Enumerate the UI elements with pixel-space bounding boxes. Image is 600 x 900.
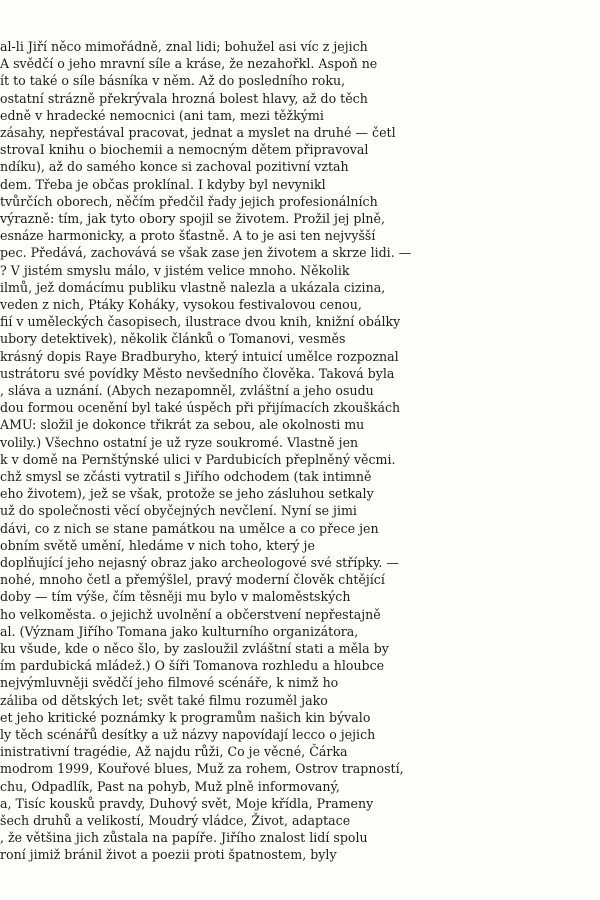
text-line: roní jimiž bránil život a poezii proti špatnostem, byly [0, 847, 337, 863]
text-line: , že většina jich zůstala na papíře. Jiřího znalost lidí spolu [0, 830, 368, 846]
text-line: záliba od dětských let; svět také filmu rozuměl jako [0, 692, 328, 708]
text-line: veden z nich, Ptáky Kohákу, vysokou festivalovou cenou, [0, 297, 362, 312]
text-line: dem. Třeba je občas proklínal. I kdyby byl nevynikl [0, 176, 326, 192]
text-line: zásahy, nepřestával pracovat, jednat a myslet na druhé — četl [0, 125, 396, 140]
text-line: al. (Význam Jiřího Tomana jako kulturního organizátora, [0, 623, 359, 639]
text-line: ubory detektivek), několik článků o Tomanovi, vesměs [0, 331, 346, 347]
text-line: nohé, mnoho četl a přemýšlel, pravý moderní člověk chtějící [0, 572, 385, 588]
text-line: a, Tisíc kousků pravdy, Duhový svět, Moje křídla, Prameny [0, 795, 374, 811]
text-line: tvůrčích oborech, něčím předčil řady jejich profesionálních [0, 193, 378, 209]
text-line: esnáze harmonicky, a proto šťastně. A to je asi ten nejvyšší [0, 228, 376, 244]
text-line: krásný dopis Raye Bradburyho, který intuicí umělce rozpoznal [0, 348, 399, 364]
text-line: al-li Jiří něco mimořádně, znal lidi; bohužel asi víc z jejich [0, 39, 368, 54]
text-line: strovaI knihu o biochemii a nemocným dětem připravoval [0, 142, 369, 158]
text-line: k v domě na Pernštýnské ulici v Pardubicích přeplněný věcmi. [0, 451, 396, 467]
text-line: AMU: složil je dokonce třikrát za sebou, ale okolnosti mu [0, 417, 365, 433]
text-line: už do společnosti věcí obyčejných nevčlení. Nyní se jimi [0, 503, 357, 519]
text-line: volily.) Všechno ostatní je už ryze soukromé. Vlastně jen [0, 434, 359, 450]
text-line: doby — tím výše, čím těsněji mu bylo v maloměstských [0, 589, 351, 605]
text-line: chu, Odpadlík, Past na pohyb, Muž plně informovaný, [0, 778, 340, 794]
text-line: fií v uměleckých časopisech, ilustrace dvou knih, knižní obálky [0, 314, 401, 330]
text-line: dou formou ocenění byl také úspěch při přijímacích zkouškách [0, 400, 401, 416]
text-line: edně v hradecké nemocnici (ani tam, mezi těžkými [0, 107, 324, 123]
text-line: ím pardubická mládež.) O šíři Tomanova rozhledu a hloubce [0, 658, 385, 674]
text-line: et jeho kritické poznámky k programům našich kin bývalo [0, 709, 371, 725]
text-line: ndíku), až do samého konce si zachoval pozitivní vztah [0, 159, 349, 175]
text-line: modrom 1999, Kouřové blues, Muž za rohem, Ostrov trapností, [0, 761, 404, 777]
text-line: nejvýmluvněji svědčí jeho filmové scénáře, k nimž ho [0, 675, 339, 691]
text-line: ? V jistém smyslu málo, v jistém velice mnoho. Několik [0, 262, 350, 278]
text-line: ku všude, kde o něco šlo, by zasloužil zvláštní stati a měla by [0, 641, 389, 656]
text-line: ostatní strázně překrývala hrozná bolest hlavy, až do těch [0, 90, 368, 106]
text-line: inistrativní tragédie, Až najdu růži, Co je věcné, Čárka [0, 744, 348, 760]
text-line: obním světě umění, hledáme v nich toho, který je [0, 537, 315, 553]
text-line: , sláva a uznání. (Abych nezapomněl, zvláštní a jeho osudu [0, 383, 374, 398]
text-line: dávi, co z nich se stane památkou na umělce a co přece jen [0, 520, 379, 536]
text-line: chž smysl se zčásti vytratil s Jiřího odchodem (tak intimně [0, 469, 372, 484]
text-line: šech druhů a velikostí, Moudrý vládce, Život, adaptace [0, 813, 351, 828]
text-line: eho životem), jež se však, protože se jeho zásluhou setkaly [0, 486, 374, 502]
text-line: ít to také o síle básníka v něm. Až do posledního roku, [0, 73, 346, 89]
text-line: A svědčí o jeho mravní síle a kráse, že nezahořkl. Aspoň ne [0, 56, 378, 72]
text-line: doplňující jeho nejasný obraz jako archeologové své střípky. — [0, 555, 400, 570]
text-line: výrazně: tím, jak tyto obory spojil se životem. Prožil jej plně, [0, 211, 385, 226]
text-line: ho velkoměsta. o jejichž uvolnění a občerstvení nepřestajně [0, 606, 381, 622]
text-line: ustrátoru své povídky Město nevšedního člověka. Taková byla [0, 365, 395, 381]
text-line: ilmů, jež domácímu publiku vlastně nalezla a ukázala cizina, [0, 279, 386, 295]
text-line: ly těch scénářů desítky a už názvy napovídají lecco o jejich [0, 727, 376, 742]
text-line: pec. Předává, zachovává se však zase jen životem a skrze lidi. — [0, 245, 412, 261]
